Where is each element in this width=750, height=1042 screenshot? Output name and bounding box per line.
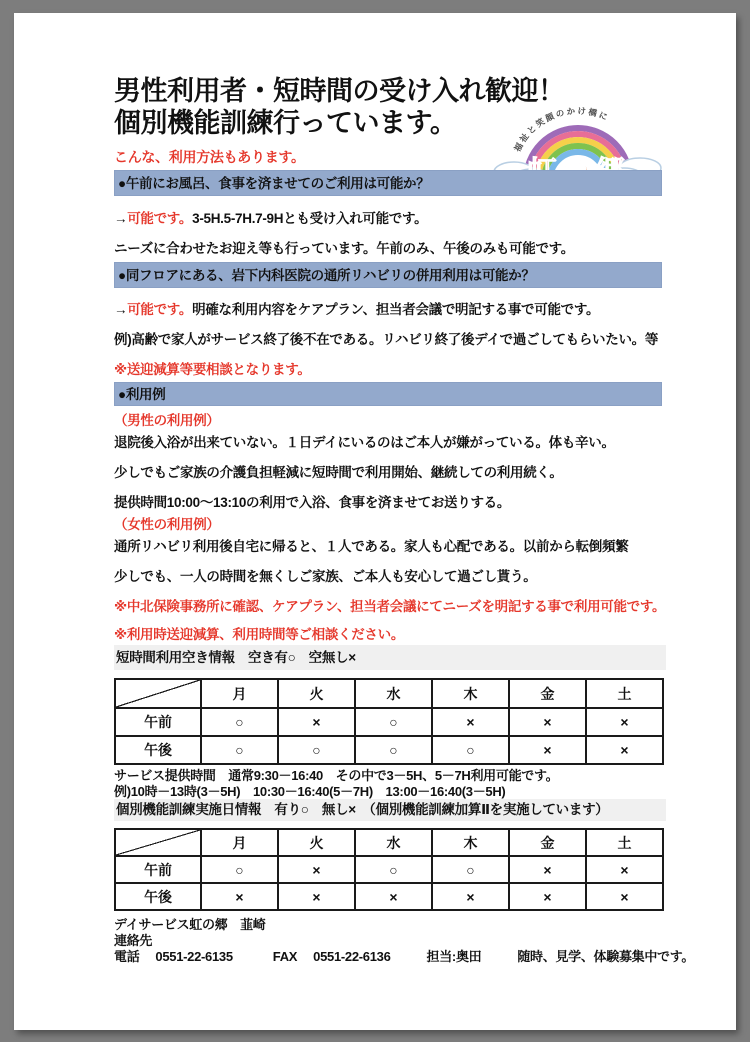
service-hours-line-2: 例)10時－13時(3－5H) 10:30－16:40(5－7H) 13:00－16:40(3－5H) <box>114 784 506 799</box>
female-example-label: （女性の利用例） <box>114 517 220 532</box>
table-row <box>115 883 663 910</box>
availability-cell: × <box>586 736 663 764</box>
footer-fax-number: 0551-22-6136 <box>313 949 391 964</box>
availability-cell: × <box>509 708 586 736</box>
footer-contact-label: 連絡先 <box>114 933 153 948</box>
day-header: 土 <box>586 829 663 856</box>
row-label: 午前 <box>115 708 201 736</box>
footer-fax-label: FAX <box>272 949 298 964</box>
training-cell: × <box>586 856 663 883</box>
row-label: 午後 <box>115 736 201 764</box>
qa-rehab-answer <box>114 298 599 318</box>
intro-note: こんな、利用方法もあります。 <box>114 149 305 165</box>
table-row <box>115 856 663 883</box>
availability-cell: × <box>278 708 355 736</box>
availability-table-title: 短時間利用空き情報 空き有○ 空無し× <box>114 645 666 670</box>
availability-cell: × <box>432 708 509 736</box>
training-cell: × <box>355 883 432 910</box>
qa-bath-note: ニーズに合わせたお迎え等も行っています。午前のみ、午後のみも可能です。 <box>114 241 574 256</box>
qa-bath-answer <box>114 207 427 227</box>
training-cell: ○ <box>201 856 278 883</box>
service-hours-line-1: サービス提供時間 通常9:30－16:40 その中で3－5H、5－7H利用可能です。 <box>114 768 559 783</box>
day-header: 月 <box>201 829 278 856</box>
page-title-line1: 男性利用者・短時間の受け入れ歓迎！ <box>114 76 565 106</box>
footer-facility-name: デイサービス虹の郷 韮崎 <box>114 917 266 932</box>
qa-bath-answer-highlight: 可能です。 <box>127 211 193 226</box>
footer-staff: 担当:奥田 <box>426 949 482 964</box>
availability-cell: × <box>509 736 586 764</box>
training-table-title: 個別機能訓練実施日情報 有り○ 無し× （個別機能訓練加算Ⅱを実施しています） <box>114 799 666 821</box>
table-row <box>115 736 663 764</box>
usage-caution-2: ※利用時送迎減算、利用時間等ご相談ください。 <box>114 627 405 642</box>
qa-rehab-example: 例)高齢で家人がサービス終了後不在である。リハビリ終了後デイで過ごしてもらいたい。等 <box>114 332 659 347</box>
training-cell: × <box>278 883 355 910</box>
availability-cell: ○ <box>355 736 432 764</box>
training-cell: × <box>509 856 586 883</box>
qa-rehab-caution: ※送迎減算等要相談となります。 <box>114 362 311 377</box>
availability-cell: × <box>586 708 663 736</box>
availability-cell: ○ <box>201 708 278 736</box>
male-example-line-2: 少しでもご家族の介護負担軽減に短時間で利用開始、継続しての利用続く。 <box>114 465 563 480</box>
day-header: 火 <box>278 679 355 708</box>
training-cell: × <box>201 883 278 910</box>
day-header: 金 <box>509 679 586 708</box>
qa-rehab-answer-highlight: 可能です。 <box>127 302 193 317</box>
training-cell: ○ <box>355 856 432 883</box>
footer-recruit-note: 随時、見学、体験募集中です。 <box>517 949 695 964</box>
male-example-line-1: 退院後入浴が出来ていない。１日デイにいるのはご本人が嫌がっている。体も辛い。 <box>114 435 615 450</box>
diagonal-header-cell <box>115 829 201 856</box>
qa-rehab-answer-arrow: → <box>114 302 128 317</box>
diagonal-header-cell <box>115 679 201 708</box>
row-label: 午前 <box>115 856 201 883</box>
availability-cell: ○ <box>355 708 432 736</box>
female-example-line-2: 少しでも、一人の時間を無くしご家族、ご本人も安心して過ごし貰う。 <box>114 569 537 584</box>
day-header: 土 <box>586 679 663 708</box>
footer-contact-line <box>114 946 694 965</box>
day-header: 木 <box>432 829 509 856</box>
day-header: 火 <box>278 829 355 856</box>
training-cell: × <box>432 883 509 910</box>
row-label: 午後 <box>115 883 201 910</box>
availability-table <box>114 678 664 765</box>
qa-rehab-banner: ●同フロアにある、岩下内科医院の通所リハビリの併用利用は可能か？ <box>114 262 662 288</box>
training-table <box>114 828 664 911</box>
female-example-line-1: 通所リハビリ利用後自宅に帰ると、１人である。家人も心配である。以前から転倒頻繁 <box>114 539 629 554</box>
footer-phone-number: 0551-22-6135 <box>155 949 233 964</box>
logo-tagline-text: 福祉と笑顔のかけ橋に <box>512 106 611 154</box>
training-cell: × <box>509 883 586 910</box>
qa-rehab-answer-detail: 明確な利用内容をケアプラン、担当者会議で明記する事で可能です。 <box>192 302 600 317</box>
day-header: 金 <box>509 829 586 856</box>
footer-phone-label: 電話 <box>114 949 140 964</box>
day-header: 木 <box>432 679 509 708</box>
usage-caution-1: ※中北保険事務所に確認、ケアプラン、担当者会議にてニーズを明記する事で利用可能です。 <box>114 599 666 614</box>
male-example-label: （男性の利用例） <box>114 413 220 428</box>
qa-bath-answer-arrow: → <box>114 211 128 226</box>
day-header: 水 <box>355 679 432 708</box>
page-title-line2: 個別機能訓練行っています。 <box>114 108 457 139</box>
qa-bath-answer-detail: 3-5H.5-7H.7-9Hとも受け入れ可能です。 <box>192 211 428 226</box>
training-cell: × <box>586 883 663 910</box>
day-header: 水 <box>355 829 432 856</box>
document-page <box>14 13 736 1030</box>
table-row <box>115 708 663 736</box>
availability-cell: ○ <box>201 736 278 764</box>
male-example-line-3: 提供時間10:00～13:10の利用で入浴、食事を済ませてお送りする。 <box>114 495 511 510</box>
training-cell: ○ <box>432 856 509 883</box>
qa-bath-banner: ●午前にお風呂、食事を済ませてのご利用は可能か？ <box>114 170 662 196</box>
training-cell: × <box>278 856 355 883</box>
availability-cell: ○ <box>432 736 509 764</box>
day-header: 月 <box>201 679 278 708</box>
usage-examples-banner: ●利用例 <box>114 382 662 406</box>
availability-cell: ○ <box>278 736 355 764</box>
